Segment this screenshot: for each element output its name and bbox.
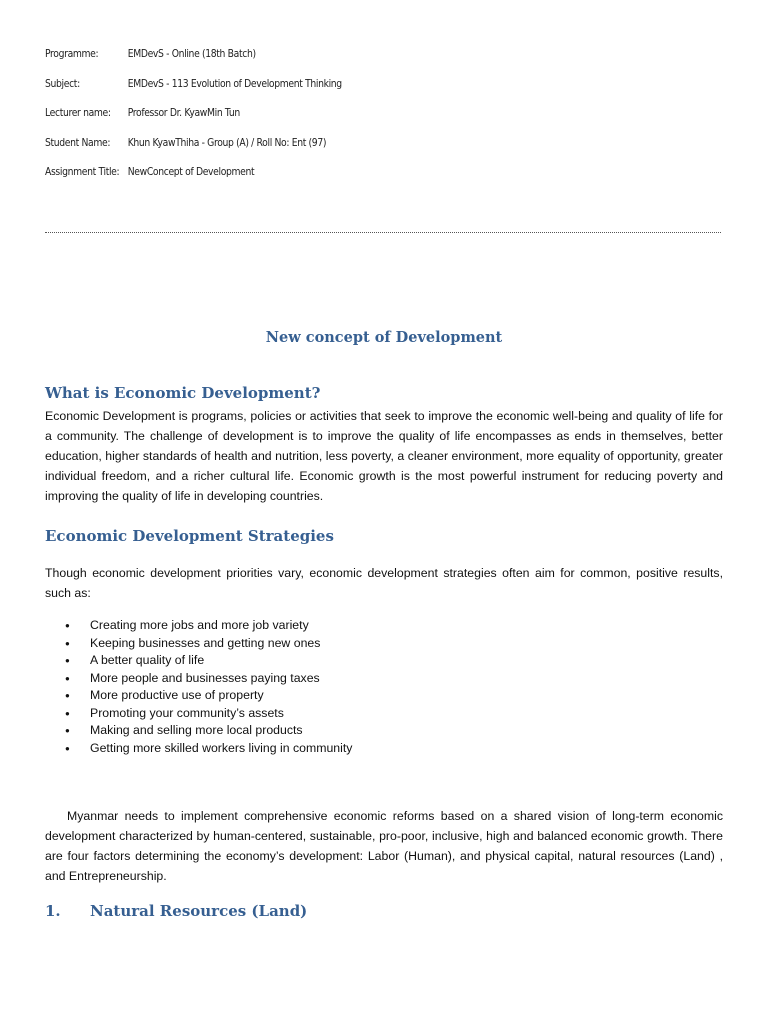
bullet-icon: ● — [65, 708, 70, 718]
list-item — [45, 705, 352, 723]
meta-label: Student Name: — [45, 136, 111, 149]
meta-value: Professor Dr. KyawMin Tun — [127, 107, 240, 119]
meta-value: EMDevS - 113 Evolution of Development Thinking — [127, 77, 342, 90]
meta-value: EMDevS - Online (18th Batch) — [127, 48, 256, 60]
list-item-text: Creating more jobs and more job variety — [90, 618, 309, 632]
list-item-text: Keeping businesses and getting new ones — [90, 635, 321, 650]
section-body-economic-development: Economic Development is programs, policies or activities that seek to improve the economic well-being and quality of life for a community. The challenge of development is to improve the quality of life encompasses as ends in themselves, better education, higher standards of health and nutrition, less poverty, a cleaner environment, more equality of opportunity, greater individual freedom, and a richer cultural life. Economic growth is the most powerful instrument for reducing poverty and improving the quality of life in developing countries. — [45, 409, 723, 503]
section-heading-strategies: Economic Development Strategies — [45, 527, 334, 545]
bullet-icon: ● — [65, 726, 70, 735]
meta-value: Khun KyawThiha - Group (A) / Roll No: Ent (97) — [127, 136, 327, 149]
meta-label: Programme: — [45, 48, 99, 60]
list-item-text: Getting more skilled workers living in community — [90, 740, 353, 755]
document-title: New concept of Development — [265, 329, 503, 346]
dotted-divider — [45, 232, 721, 233]
bullet-icon: ● — [65, 691, 70, 700]
bullet-icon: ● — [65, 638, 70, 648]
bullet-icon: ● — [65, 621, 70, 630]
meta-label: Assignment Title: — [45, 166, 120, 178]
meta-row-lecturer — [45, 105, 342, 135]
list-item-text: More productive use of property — [90, 688, 264, 702]
meta-row-assignment — [45, 164, 342, 194]
list-item-text: A better quality of life — [90, 653, 205, 667]
bullet-icon: ● — [65, 743, 70, 753]
list-item-text: More people and businesses paying taxes — [90, 670, 320, 685]
list-item — [45, 687, 352, 705]
meta-label: Lecturer name: — [45, 107, 111, 119]
meta-label: Subject: — [45, 77, 80, 90]
list-item — [45, 740, 352, 758]
meta-row-subject — [45, 76, 342, 106]
strategies-bullet-list — [45, 617, 352, 757]
section-heading-economic-development: What is Economic Development? — [45, 384, 321, 402]
section-heading-natural-resources — [45, 902, 307, 920]
bullet-icon: ● — [65, 673, 70, 683]
meta-value: NewConcept of Development — [127, 166, 255, 178]
closing-paragraph: Myanmar needs to implement comprehensive economic reforms based on a shared vision of long-term economic development characterized by human-centered, sustainable, pro-poor, inclusive, high and balanced economic growth. There are four factors determining the economy’s development: Labor (Human), and physical capital, natural resources (Land) , and Entrepreneurship. — [45, 809, 723, 883]
list-item — [45, 670, 352, 688]
list-item — [45, 617, 352, 635]
section-number: 1. — [45, 902, 61, 920]
list-item-text: Promoting your community’s assets — [90, 705, 284, 720]
bullet-icon: ● — [65, 656, 70, 665]
list-item — [45, 722, 352, 740]
meta-row-student — [45, 135, 342, 165]
list-item — [45, 652, 352, 670]
section-heading-text: Natural Resources (Land) — [90, 902, 308, 920]
list-item — [45, 635, 352, 653]
list-item-text: Making and selling more local products — [90, 723, 303, 737]
meta-row-programme — [45, 46, 342, 76]
strategies-intro: Though economic development priorities vary, economic development strategies often aim for common, positive results, such as: — [45, 566, 723, 600]
metadata-block — [45, 46, 342, 194]
